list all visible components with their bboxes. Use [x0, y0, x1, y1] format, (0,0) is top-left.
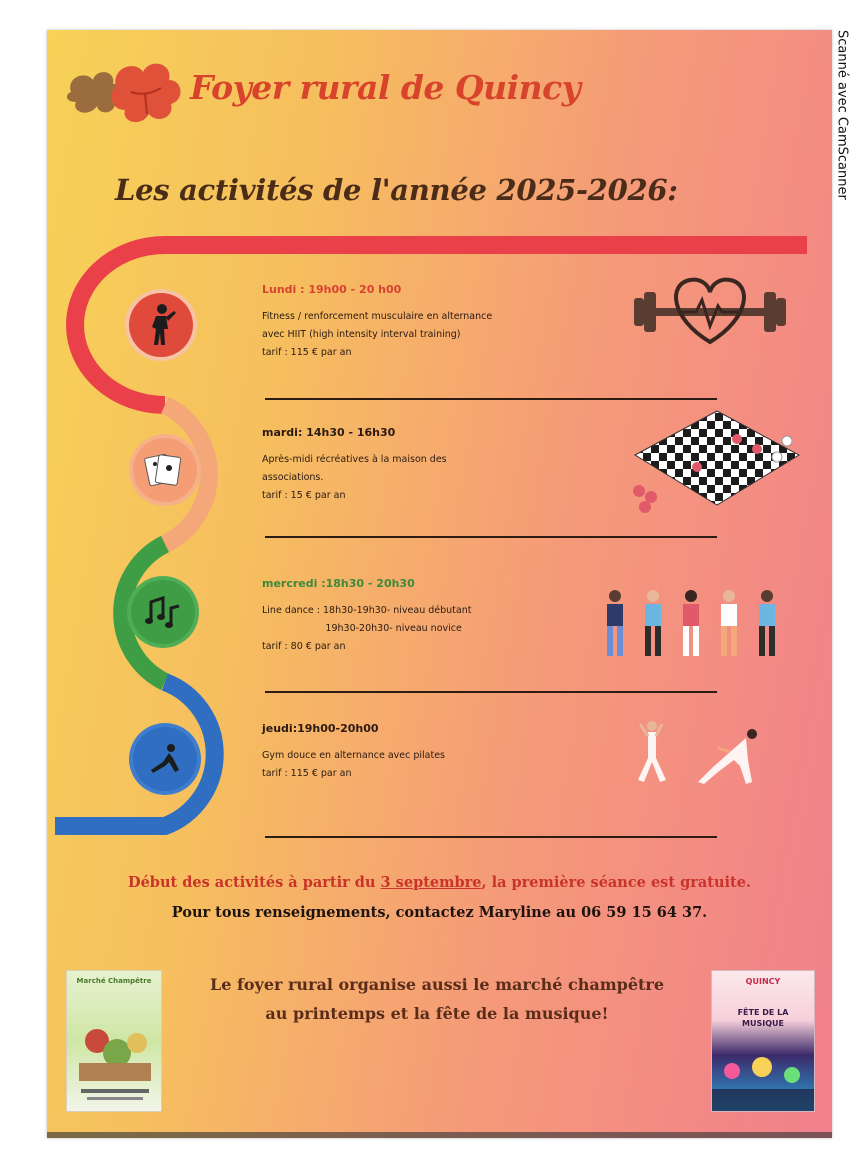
activity-description: Après-midi récréatives à la maison des associations. — [262, 454, 447, 483]
yoga-poses-icon — [622, 718, 772, 790]
checkers-board-icon — [627, 405, 807, 515]
start-notice — [47, 874, 832, 891]
activity-day: mardi: 14h30 - 16h30 — [262, 426, 396, 439]
extra-line-1: Le foyer rural organise aussi le marché champêtre — [209, 975, 665, 994]
poster-fete-musique — [711, 970, 815, 1112]
activity-day: mercredi :18h30 - 20h30 — [262, 577, 415, 590]
start-date: 3 septembre — [380, 874, 482, 891]
activity-badge-wednesday — [127, 576, 199, 648]
activity-description: Gym douce en alternance avec pilates — [262, 750, 445, 761]
activity-badge-monday — [125, 289, 197, 361]
scanner-watermark-text: Scanné avec CamScanner — [834, 30, 850, 200]
poster-marche-champetre — [66, 970, 162, 1112]
flyer-page — [47, 30, 832, 1138]
year-title: Les activités de l'année 2025-2026: — [115, 173, 678, 207]
contact-line: Pour tous renseignements, contactez Maryline au 06 59 15 64 37. — [171, 904, 708, 921]
activity-badge-thursday — [129, 723, 201, 795]
vine-leaf-logo — [61, 52, 189, 132]
extra-events-text — [167, 970, 707, 1028]
activity-description: Line dance : 18h30-19h30- niveau débutant 19h30-20h30- niveau novice — [262, 605, 472, 634]
activity-divider — [265, 836, 717, 838]
activity-divider — [265, 536, 717, 538]
activity-fee: tarif : 115 € par an — [262, 768, 352, 779]
activity-description: Fitness / renforcement musculaire en alternance avec HIIT (high intensity interval training) — [262, 311, 493, 340]
activity-badge-tuesday — [129, 434, 201, 506]
start-prefix: Début des activités à partir du — [128, 874, 381, 891]
playing-cards-icon — [133, 438, 197, 502]
start-suffix: , la première séance est gratuite. — [481, 874, 751, 891]
activity-divider — [265, 398, 717, 400]
poster-title: Marché Champêtre — [76, 977, 152, 985]
activity-fee: tarif : 15 € par an — [262, 490, 346, 501]
poster-title: QUINCY — [745, 977, 781, 986]
dancers-icon — [595, 586, 795, 676]
org-title: Foyer rural de Quincy — [190, 68, 581, 107]
scanner-watermark — [822, 30, 862, 250]
stretching-figure-icon — [133, 727, 197, 791]
scan-edge — [47, 1132, 832, 1138]
fitness-figure-icon — [129, 293, 193, 357]
activity-day: jeudi:19h00-20h00 — [262, 722, 379, 735]
activity-divider — [265, 691, 717, 693]
poster-subtitle: FÊTE DE LA MUSIQUE — [737, 1008, 789, 1028]
extra-line-2: au printemps et la fête de la musique! — [265, 1004, 609, 1023]
dumbbell-heart-icon — [630, 270, 790, 350]
music-notes-icon — [131, 580, 195, 644]
activity-fee: tarif : 115 € par an — [262, 347, 352, 358]
activity-day: Lundi : 19h00 - 20 h00 — [262, 283, 402, 296]
activity-fee: tarif : 80 € par an — [262, 641, 346, 652]
